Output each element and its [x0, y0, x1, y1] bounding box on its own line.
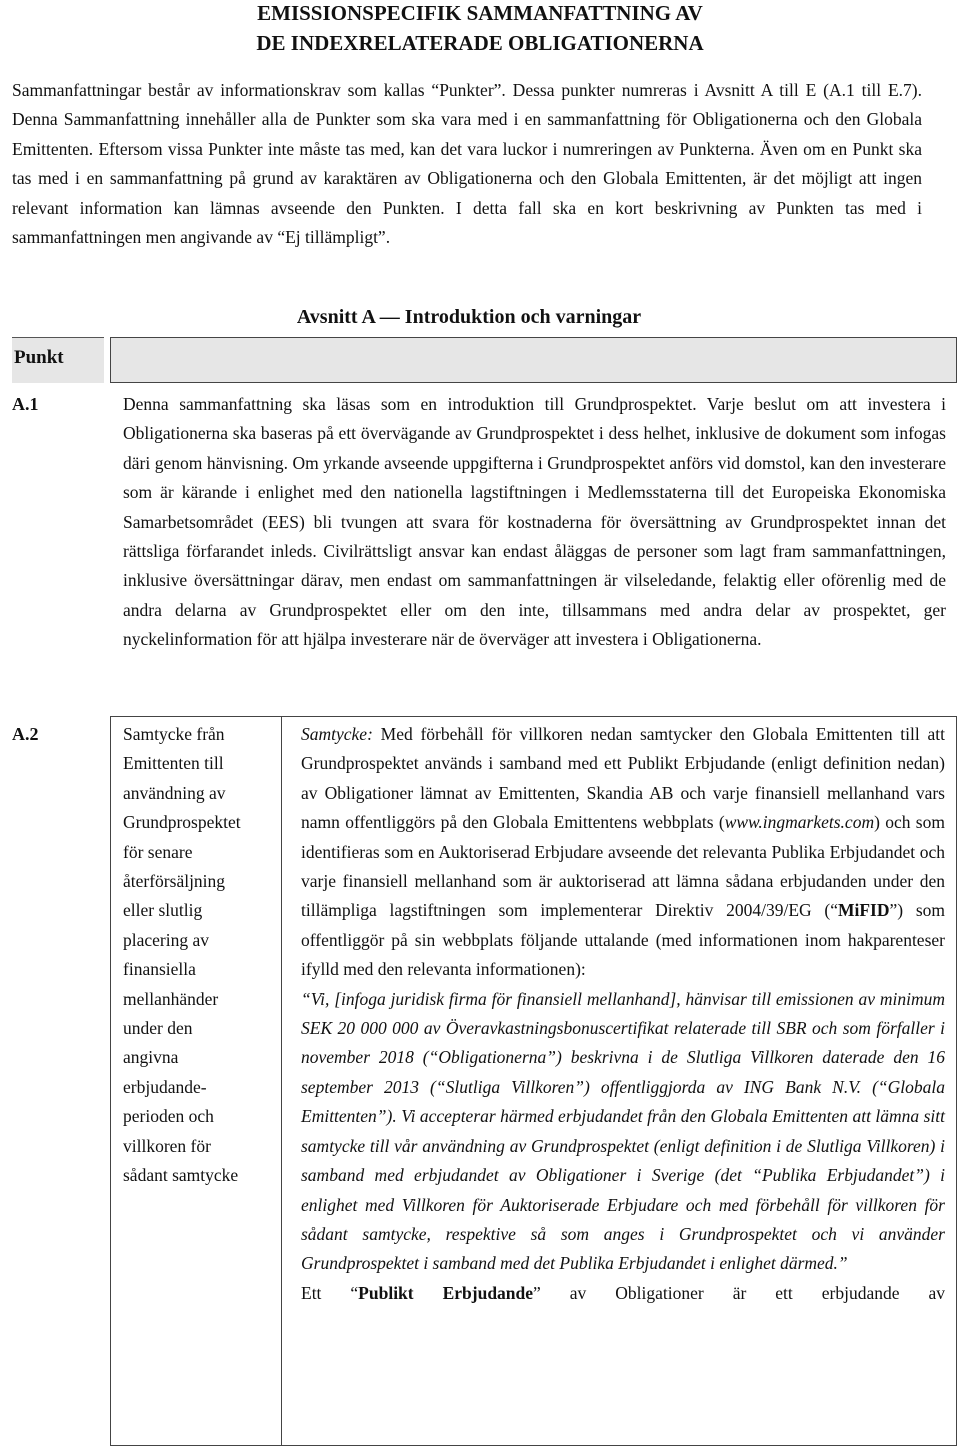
row-content-a2 — [301, 720, 945, 1308]
mifid-term: MiFID — [837, 900, 890, 921]
row-label-line: eller slutlig — [123, 900, 203, 921]
title-line-1: EMISSIONSPECIFIK SAMMANFATTNING AV — [257, 1, 703, 25]
row-label-line: under den — [123, 1018, 193, 1039]
consent-statement-quote: “Vi, [infoga juridisk firma för finansiell mellanhand], hänvisar till emissionen av minimum SEK 20 000 000 av Överavkastningsbonuscertifikat relaterade till SBR och som förfaller i november 2018 (“Obligationerna”) beskrivna i de Slutliga Villkoren daterade den 16 september 2013 (“Slutliga Villkoren”) offentliggjorda av ING Bank N.V. (“Globala Emittenten”). Vi accepterar härmed erbjudandet från den Globala Emittenten att lämna sitt samtycke till vår användning av Grundprospektet (enligt definition i de Slutliga Villkoren) i samband med erbjudandet av Obligationer i Sverige (det “Publika Erbjudandet”) i enlighet med Villkoren för Auktoriserade Erbjudare och med förbehåll för villkoren för sådant samtycke, respektive så som anges i Grundprospektet och vi använder Grundprospektet i samband med det Publika Erbjudandet i enlighet därmed.” — [301, 988, 945, 1274]
row-id-a2: A.2 — [12, 724, 39, 744]
row-label-line: erbjudande- — [123, 1076, 207, 1097]
row-label-line: finansiella — [123, 959, 196, 980]
consent-label: Samtycke: — [301, 724, 373, 744]
consent-text: ”) som offentliggör på sin webbplats följande uttalande (med informationen inom hakparenteser ifylld med den relevanta informationen): — [301, 900, 945, 980]
row-label-line: Emittenten till — [123, 753, 224, 774]
public-offer-term: Publikt Erbjudande — [358, 1282, 534, 1303]
website-link[interactable]: www.ingmarkets.com — [724, 812, 875, 833]
row-label-a2 — [123, 720, 278, 1191]
document-title — [0, 0, 960, 58]
row-label-line: Samtycke från — [123, 724, 225, 744]
section-title: Avsnitt A — Introduktion och varningar — [296, 306, 642, 328]
section-header-cell — [110, 337, 957, 383]
row-label-line: perioden och — [123, 1106, 214, 1127]
row-label-line: placering av — [123, 929, 209, 950]
row-text-a1: Denna sammanfattning ska läsas som en introduktion till Grundprospektet. Varje beslut om att investera i Obligationerna ska baseras på ett övervägande av Grundprospektet i dess helhet, inklusive de dokument som infogas däri genom hänvisning. Om yrkande avseende uppgifterna i Grundprospektet anförs vid domstol, kan den investerare som är kärande i enlighet med den nationella lagstiftningen i Medlemsstaterna till det Europeiska Ekonomiska Samarbetsområdet (EES) bli tvungen att svara för kostnaderna för översättning av Grundprospektet innan det rättsliga förfarandet inleds. Civilrättsligt ansvar kan endast åläggas de personer som lagt fram sammanfattningen, inklusive översättningar därav, men endast om sammanfattningen är vilseledande, felaktig eller oförenlig med de andra delarna av Grundprospektet eller om den inte, tillsammans med andra delar av prospektet, ger nyckelinformation för att hjälpa investerare när de överväger att investera i Obligationerna. — [123, 394, 946, 650]
row-label-line: angivna — [123, 1047, 179, 1068]
intro-paragraph: Sammanfattningar består av informationskrav som kallas “Punkter”. Dessa punkter numreras i Avsnitt A till E (A.1 till E.7). Denna Sammanfattning innehåller alla de Punkter som ska vara med i en sammanfattning för Obligationerna och den Globala Emittenten. Eftersom vissa Punkter inte måste tas med, kan det vara luckor i numreringen av Punkterna. Även om en Punkt ska tas med i en sammanfattning på grund av karaktären av Obligationerna och den Globala Emittenten, är det möjligt att ingen relevant information kan lämnas avseende den Punkten. I detta fall ska en kort beskrivning av Punkten tas med i sammanfattningen men angivande av “Ej tillämpligt”. — [12, 80, 922, 248]
row-label-line: mellanhänder — [123, 988, 219, 1009]
row-label-line: användning av — [123, 782, 226, 803]
public-offer-text: Ett “ — [301, 1282, 359, 1303]
punkt-header: Punkt — [12, 337, 104, 383]
row-label-line: sådant samtycke — [123, 1165, 239, 1186]
consent-paragraph — [301, 720, 945, 985]
row-label-line: återförsäljning — [123, 871, 226, 892]
row-id-a1: A.1 — [12, 394, 39, 414]
public-offer-text: ” av Obligationer är ett erbjudande av — [533, 1282, 945, 1303]
title-line-2: DE INDEXRELATERADE OBLIGATIONERNA — [256, 31, 704, 55]
consent-text: Med förbehåll för villkoren nedan samtycker den Globala Emittenten till att Grundprospektet används i samband med ett Publikt Erbjudande (enligt definition nedan) av Obligationer lämnat av Emittenten, Skandia AB och varje finansiell mellanhand vars namn offentliggörs på den Globala Emittentens webbplats ( — [301, 724, 945, 833]
public-offer-paragraph — [301, 1279, 945, 1308]
row-a2-divider — [281, 716, 282, 1446]
consent-text: ) och som identifieras som en Auktoriserad Erbjudare avseende det relevanta Publika Erbjudandet och varje finansiell mellanhand som är auktoriserad att lämna sådana erbjudanden under den tillämpliga lagstiftningen som implementerar Direktiv 2004/39/EG (“ — [301, 812, 945, 921]
row-label-line: för senare — [123, 841, 193, 862]
row-label-line: Grundprospektet — [123, 812, 241, 833]
row-label-line: villkoren för — [123, 1135, 211, 1156]
